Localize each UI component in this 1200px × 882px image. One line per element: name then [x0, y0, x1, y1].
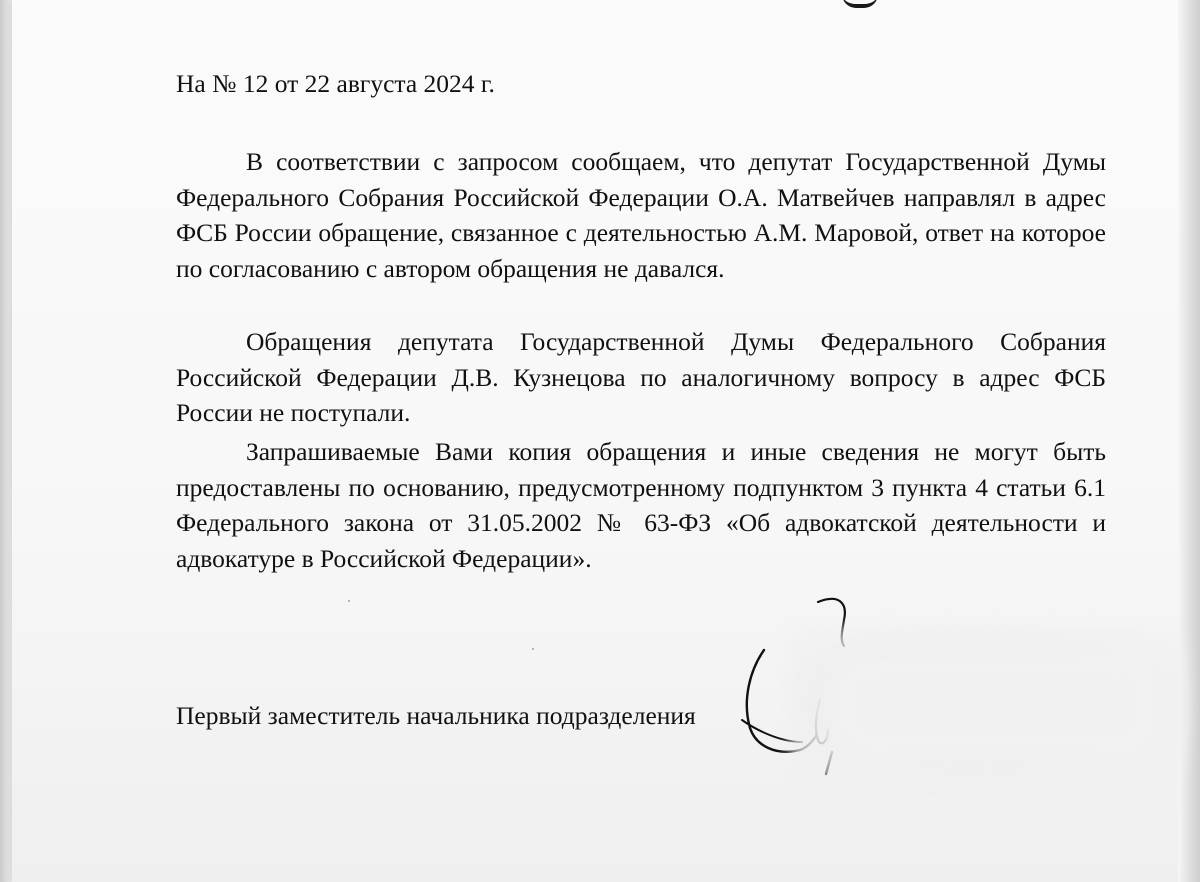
- paper-speck: [532, 648, 534, 650]
- paragraph-3: Запрашиваемые Вами копия обращения и иные сведения не могут быть предоставлены по основанию, предусмотренному подпунктом 3 пункта 4 статьи 6.1 Федерального закона от 31.05.2002 № 63-ФЗ «Об адвокатской деятельности и адвокатуре в Российской Федерации».: [176, 437, 1106, 573]
- signatory-title: Первый заместитель начальника подразделения: [176, 701, 696, 730]
- paragraph-1: В соответствии с запросом сообщаем, что депутат Государственной Думы Федерального Собрания Российской Федерации О.А. Матвейчев направлял в адрес ФСБ России обращение, связанное с деятельностью А.М. Маровой, ответ на которое по согласованию с автором обращения не давался.: [176, 147, 1106, 283]
- redacted-name-blur: [830, 650, 1160, 760]
- paragraph-2: Обращения депутата Государственной Думы Федерального Собрания Российской Федерации Д.В. Кузнецова по аналогичному вопросу в адрес ФСБ России не поступали.: [176, 327, 1106, 427]
- paper-speck: [348, 600, 350, 602]
- reference-line: На № 12 от 22 августа 2024 г.: [176, 69, 495, 98]
